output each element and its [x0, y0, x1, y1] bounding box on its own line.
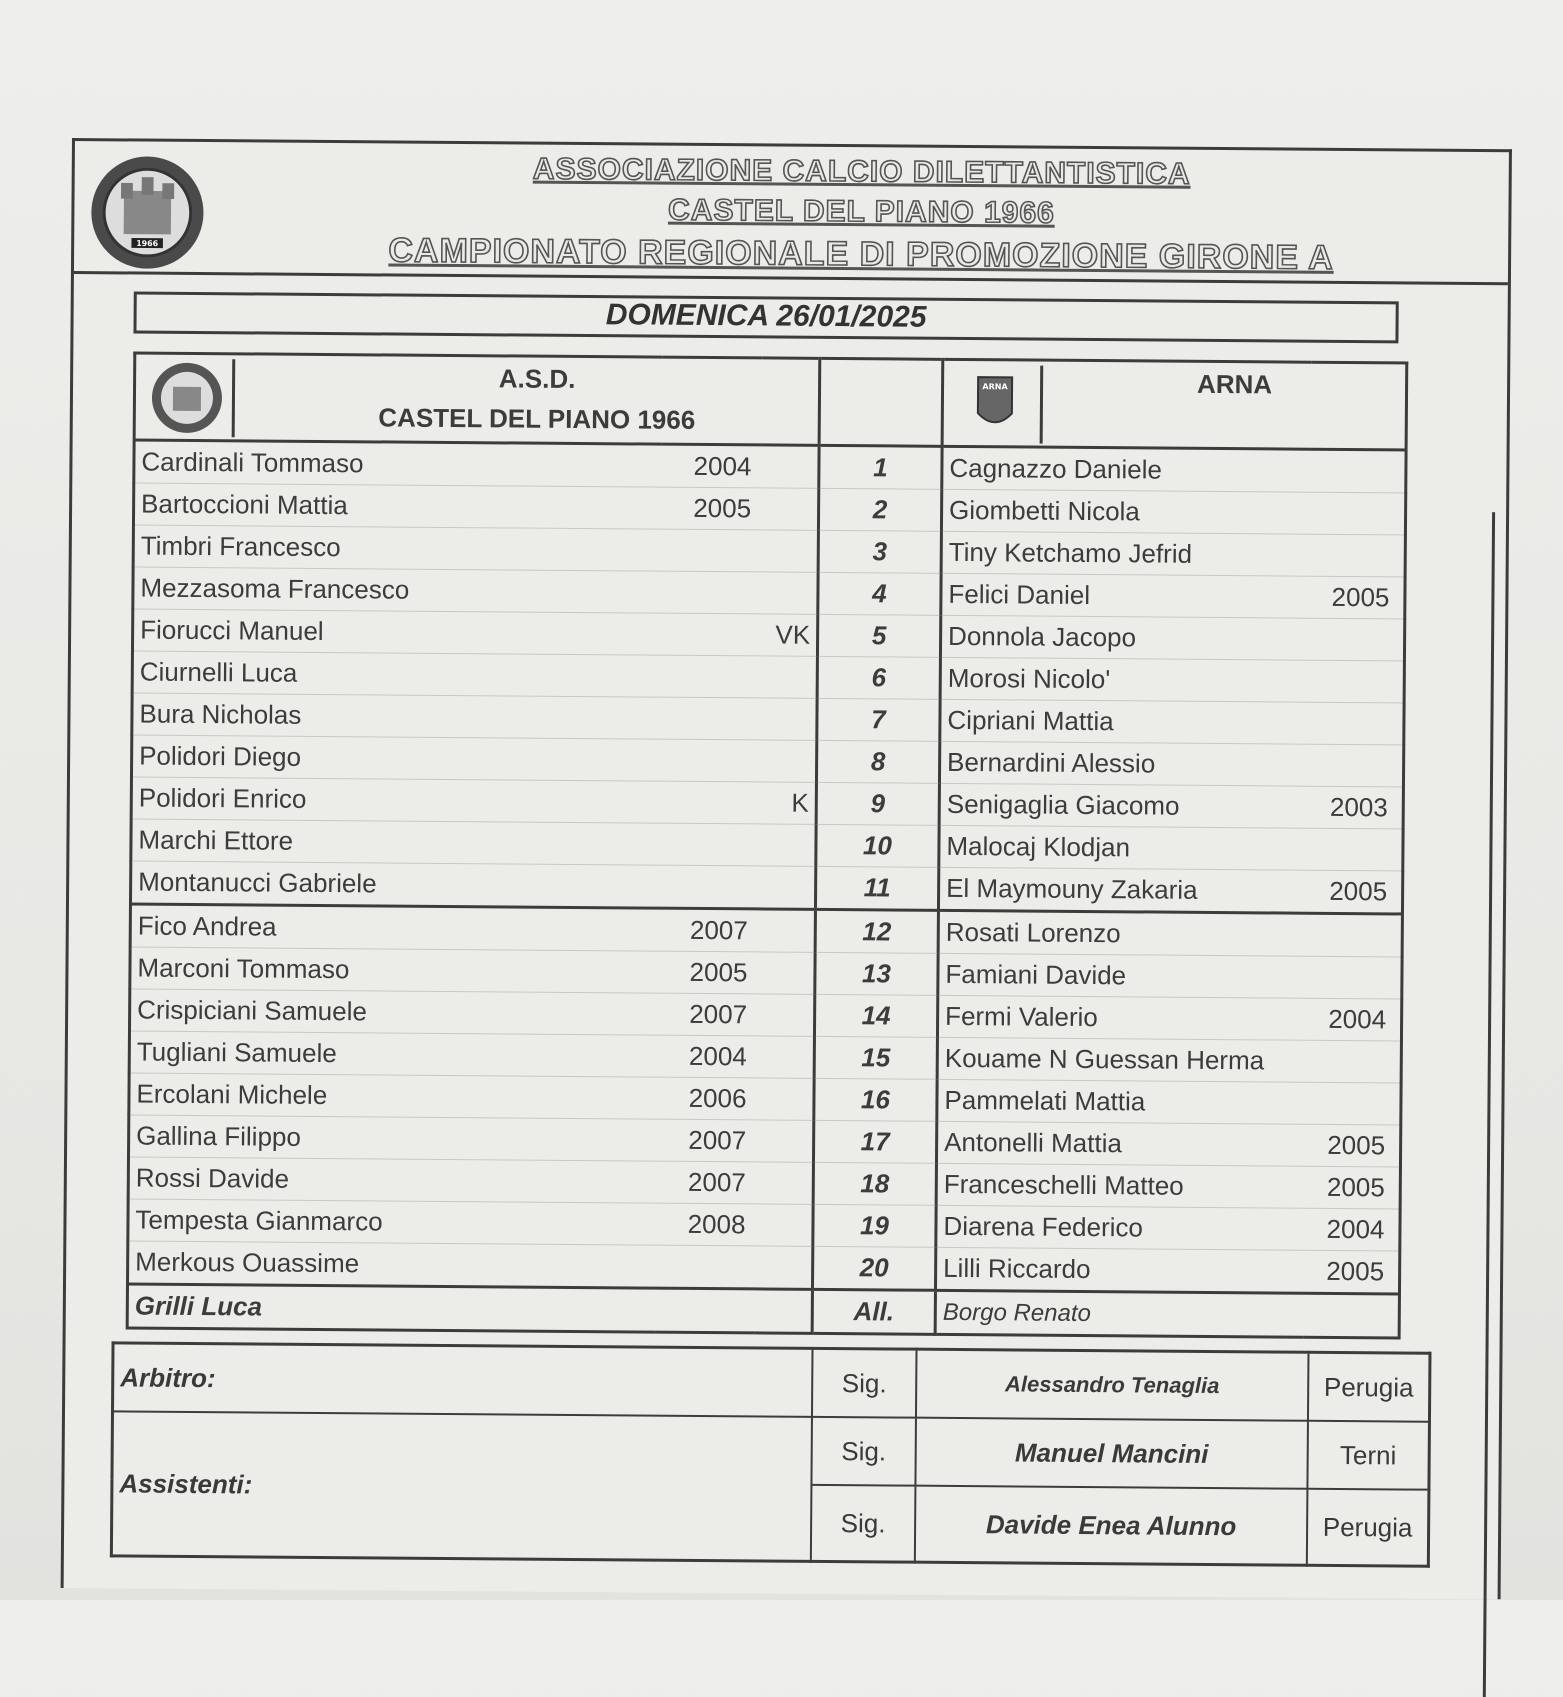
away-player-year	[1305, 1082, 1401, 1125]
away-player-name: Fermi Valerio	[937, 995, 1306, 1040]
home-player-year	[660, 571, 760, 614]
home-player-year	[658, 823, 758, 866]
home-player-year	[659, 739, 759, 782]
shirt-number: 4	[818, 572, 941, 615]
referee-city: Perugia	[1308, 1352, 1430, 1421]
away-player-year: 2005	[1305, 1124, 1401, 1167]
home-player-role	[758, 909, 816, 952]
away-player-name: Famiani Davide	[938, 953, 1307, 998]
away-player-name: Cipriani Mattia	[940, 699, 1309, 744]
shirt-number: 6	[817, 656, 940, 699]
home-player-year	[655, 1245, 755, 1289]
home-player-role	[759, 698, 817, 740]
away-team-name: ARNA	[1196, 368, 1273, 400]
away-player-name: Cagnazzo Daniele	[942, 446, 1311, 492]
shirt-number: 19	[813, 1204, 936, 1247]
shirt-number: 10	[816, 824, 939, 867]
away-player-name: Morosi Nicolo'	[940, 657, 1309, 702]
shirt-number: 1	[819, 445, 942, 489]
shirt-number: 20	[812, 1246, 935, 1290]
away-player-year	[1308, 702, 1404, 745]
shirt-number: 9	[816, 782, 939, 825]
home-team-header	[134, 353, 820, 445]
shirt-number: 14	[814, 994, 937, 1037]
home-player-name: Timbri Francesco	[133, 525, 661, 571]
home-player-name: Marchi Ettore	[131, 819, 659, 865]
assistant1-name: Manuel Mancini	[915, 1418, 1308, 1489]
home-player-role: K	[759, 782, 817, 824]
shirt-number: 11	[815, 866, 938, 910]
away-player-name: Franceschelli Matteo	[936, 1163, 1305, 1208]
away-player-name: Pammelati Mattia	[937, 1079, 1306, 1124]
home-player-role	[758, 866, 816, 909]
teams-header-row	[134, 353, 1407, 450]
home-player-year	[659, 697, 759, 740]
away-player-year	[1310, 492, 1406, 535]
shirt-number: 7	[817, 698, 940, 741]
lineups-table	[126, 351, 1409, 1339]
home-player-name: Montanucci Gabriele	[130, 861, 658, 908]
shirt-number: 2	[818, 488, 941, 531]
club-logo	[88, 153, 207, 272]
home-team-line2: CASTEL DEL PIANO 1966	[378, 402, 696, 435]
away-player-name: El Maymouny Zakaria	[938, 867, 1307, 913]
home-player-role	[760, 656, 818, 698]
away-player-name: Tiny Ketchamo Jefrid	[941, 531, 1310, 576]
home-player-role: VK	[760, 614, 818, 656]
home-coach: Grilli Luca	[127, 1284, 812, 1333]
home-team-line1: A.S.D.	[498, 363, 576, 394]
home-player-name: Crispiciani Samuele	[129, 989, 657, 1035]
referee-sig: Sig.	[812, 1348, 917, 1417]
away-player-name: Lilli Riccardo	[935, 1247, 1304, 1293]
away-player-name: Bernardini Alessio	[939, 741, 1308, 786]
away-coach: Borgo Renato	[935, 1290, 1399, 1338]
shirt-number: 16	[814, 1078, 937, 1121]
home-player-year: 2005	[661, 487, 761, 530]
sheet-right-edge	[1483, 512, 1525, 1697]
home-player-name: Ciurnelli Luca	[132, 651, 660, 697]
home-player-name: Tempesta Gianmarco	[128, 1199, 656, 1245]
home-player-name: Tugliani Samuele	[129, 1031, 657, 1077]
away-player-year: 2005	[1309, 576, 1405, 619]
coaches-row	[127, 1284, 1399, 1338]
shirt-number: 5	[817, 614, 940, 657]
home-player-role	[756, 1162, 814, 1204]
home-player-year: 2007	[657, 993, 757, 1036]
home-player-name: Polidori Diego	[131, 735, 659, 781]
home-player-role	[757, 994, 815, 1036]
logo-year-text: 1966	[136, 238, 159, 249]
match-sheet	[61, 138, 1512, 1599]
home-player-role	[755, 1204, 813, 1246]
home-player-name: Fiorucci Manuel	[132, 609, 660, 655]
home-player-role	[758, 824, 816, 866]
away-player-year: 2005	[1307, 870, 1403, 914]
home-player-name: Rossi Davide	[128, 1157, 656, 1203]
away-player-year	[1308, 744, 1404, 787]
away-player-year	[1306, 956, 1402, 999]
home-player-role	[756, 1120, 814, 1162]
shirt-number: 3	[818, 530, 941, 573]
home-player-year: 2007	[658, 908, 758, 952]
header-association: ASSOCIAZIONE CALCIO DILETTANTISTICA	[532, 152, 1191, 191]
home-player-name: Fico Andrea	[130, 904, 658, 951]
home-player-role	[755, 1246, 813, 1289]
home-player-year: 2004	[661, 444, 761, 488]
home-player-role	[761, 445, 819, 488]
shirt-number: 13	[815, 952, 938, 995]
away-player-year	[1307, 913, 1403, 957]
assistant1-city: Terni	[1307, 1421, 1429, 1490]
home-player-name: Ercolani Michele	[129, 1073, 657, 1119]
home-player-year	[660, 655, 760, 698]
home-player-name: Marconi Tommaso	[130, 947, 658, 993]
referee-label: Arbitro:	[113, 1343, 813, 1417]
home-player-name: Cardinali Tommaso	[134, 440, 662, 487]
home-player-name: Mezzasoma Francesco	[133, 567, 661, 613]
away-player-year	[1309, 618, 1405, 661]
away-player-name: Malocaj Klodjan	[939, 825, 1308, 870]
away-player-year: 2004	[1304, 1208, 1400, 1251]
away-player-name: Kouame N Guessan Herma	[937, 1037, 1306, 1082]
match-date: DOMENICA 26/01/2025	[133, 291, 1398, 343]
assistant2-city: Perugia	[1307, 1489, 1429, 1566]
away-player-name: Felici Daniel	[941, 573, 1310, 618]
home-player-name: Gallina Filippo	[128, 1115, 656, 1161]
home-player-year	[659, 781, 759, 824]
home-player-year: 2008	[655, 1203, 755, 1246]
home-player-role	[757, 1036, 815, 1078]
away-player-year	[1310, 449, 1406, 493]
home-team-logo	[142, 359, 236, 438]
away-player-name: Donnola Jacopo	[940, 615, 1309, 660]
home-player-name: Bura Nicholas	[132, 693, 660, 739]
home-player-role	[759, 740, 817, 782]
home-player-name: Bartoccioni Mattia	[133, 483, 661, 529]
header-championship: CAMPIONATO REGIONALE DI PROMOZIONE GIRONE A	[388, 231, 1334, 277]
away-team-logo	[950, 365, 1044, 444]
header-club-name: CASTEL DEL PIANO 1966	[667, 193, 1055, 230]
home-player-year	[661, 529, 761, 572]
shirt-number: 12	[815, 909, 938, 953]
home-player-year	[658, 865, 758, 909]
number-header	[819, 358, 943, 446]
home-player-role	[761, 488, 819, 530]
home-player-role	[761, 530, 819, 572]
assistant2-name: Davide Enea Alunno	[915, 1486, 1308, 1566]
assistants-label: Assistenti:	[111, 1411, 812, 1561]
away-player-year	[1306, 1040, 1402, 1083]
shirt-number: 15	[814, 1036, 937, 1079]
home-player-role	[756, 1078, 814, 1120]
away-player-name: Rosati Lorenzo	[938, 910, 1307, 956]
away-logo-text: ARNA	[982, 382, 1008, 392]
referee-row	[113, 1343, 1430, 1422]
home-player-year	[660, 613, 760, 656]
away-player-name: Antonelli Mattia	[936, 1121, 1305, 1166]
away-player-year	[1310, 534, 1406, 577]
officials-table	[110, 1341, 1432, 1567]
away-player-name: Senigaglia Giacomo	[939, 783, 1308, 828]
away-player-year: 2005	[1304, 1250, 1400, 1294]
away-player-year	[1307, 828, 1403, 871]
away-player-year: 2005	[1305, 1166, 1401, 1209]
home-player-role	[760, 572, 818, 614]
away-player-year	[1309, 660, 1405, 703]
home-player-year: 2007	[656, 1119, 756, 1162]
home-player-year: 2007	[656, 1161, 756, 1204]
sheet-header	[74, 141, 1509, 285]
home-player-name: Merkous Ouassime	[128, 1241, 656, 1288]
home-player-year: 2004	[657, 1035, 757, 1078]
assistant1-row	[112, 1411, 1429, 1489]
home-player-year: 2006	[656, 1077, 756, 1120]
away-team-header	[942, 359, 1407, 450]
coach-label: All.	[812, 1289, 935, 1334]
shirt-number: 8	[816, 740, 939, 783]
away-player-name: Giombetti Nicola	[941, 489, 1310, 534]
away-player-name: Diarena Federico	[936, 1205, 1305, 1250]
assistant1-sig: Sig.	[811, 1417, 916, 1486]
away-player-year: 2003	[1308, 786, 1404, 829]
away-player-year: 2004	[1306, 998, 1402, 1041]
shirt-number: 18	[813, 1162, 936, 1205]
home-player-role	[757, 952, 815, 994]
home-player-year: 2005	[657, 951, 757, 994]
home-player-name: Polidori Enrico	[131, 777, 659, 823]
referee-name: Alessandro Tenaglia	[916, 1349, 1309, 1421]
shirt-number: 17	[813, 1120, 936, 1163]
assistant2-sig: Sig.	[811, 1485, 916, 1562]
